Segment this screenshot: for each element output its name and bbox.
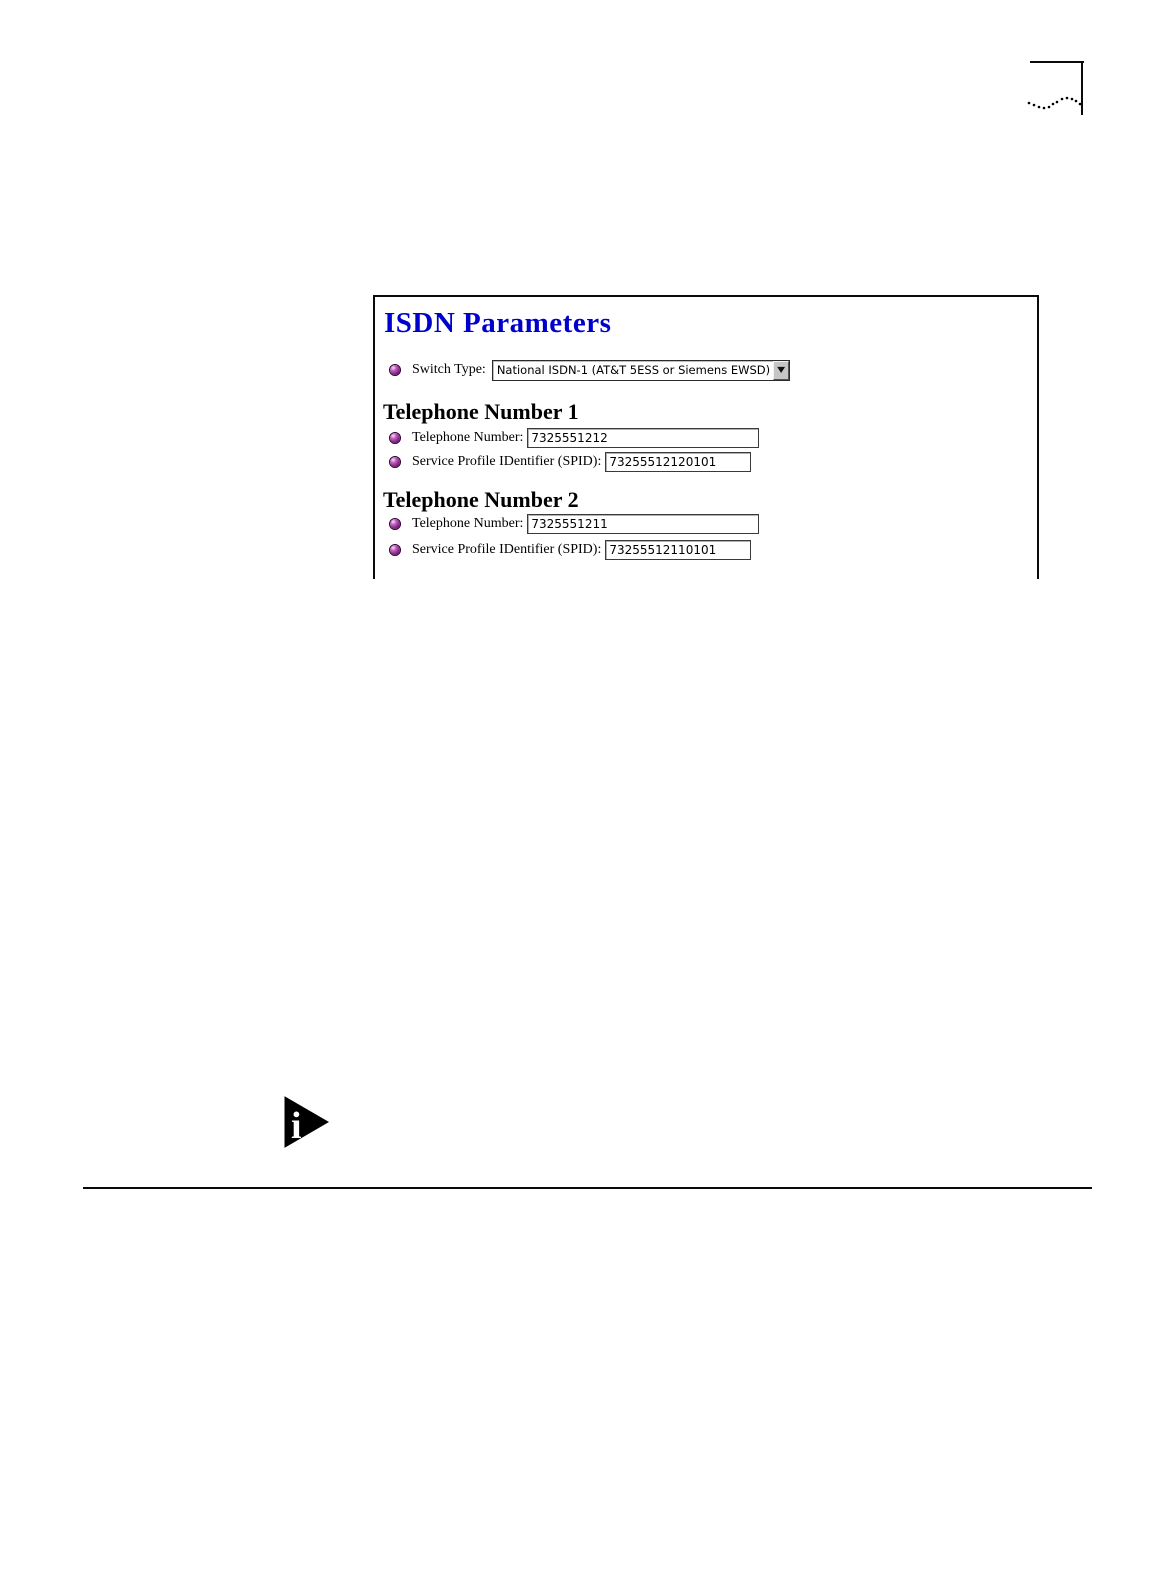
bullet-icon <box>390 457 400 467</box>
spid-1-input[interactable] <box>605 452 751 472</box>
bullet-icon <box>390 519 400 529</box>
bullet-icon <box>390 433 400 443</box>
switch-type-label: Switch Type: <box>412 362 486 377</box>
corner-mark-horizontal-line <box>1030 61 1084 63</box>
switch-type-dropdown[interactable] <box>492 360 790 381</box>
info-note-icon <box>284 1096 330 1149</box>
spid-1-row <box>390 452 751 472</box>
footer-rule <box>83 1187 1092 1189</box>
telephone-number-2-input[interactable] <box>527 514 759 534</box>
telephone-number-2-row <box>390 514 759 534</box>
isdn-parameters-panel <box>373 295 1039 579</box>
switch-type-selected-value: National ISDN-1 (AT&T 5ESS or Siemens EWSD) <box>496 362 771 377</box>
dotted-wave-icon <box>1026 95 1084 111</box>
spid-2-input[interactable] <box>605 540 751 560</box>
bullet-icon <box>390 545 400 555</box>
bullet-icon <box>390 365 400 375</box>
page-title: ISDN Parameters <box>384 307 612 339</box>
spid-label: Service Profile IDentifier (SPID): <box>412 542 602 557</box>
section-heading-telephone-number-1: Telephone Number 1 <box>383 399 579 424</box>
chevron-down-icon: ▼ <box>776 365 785 374</box>
spid-label: Service Profile IDentifier (SPID): <box>412 454 602 469</box>
telephone-number-1-input[interactable] <box>527 428 759 448</box>
switch-type-row <box>390 359 790 381</box>
dropdown-arrow-button[interactable] <box>773 361 789 380</box>
telephone-number-label: Telephone Number: <box>412 430 524 445</box>
section-heading-telephone-number-2: Telephone Number 2 <box>383 487 579 512</box>
telephone-number-label: Telephone Number: <box>412 516 524 531</box>
telephone-number-1-row <box>390 428 759 448</box>
spid-2-row <box>390 540 751 560</box>
info-glyph: i <box>291 1105 302 1147</box>
